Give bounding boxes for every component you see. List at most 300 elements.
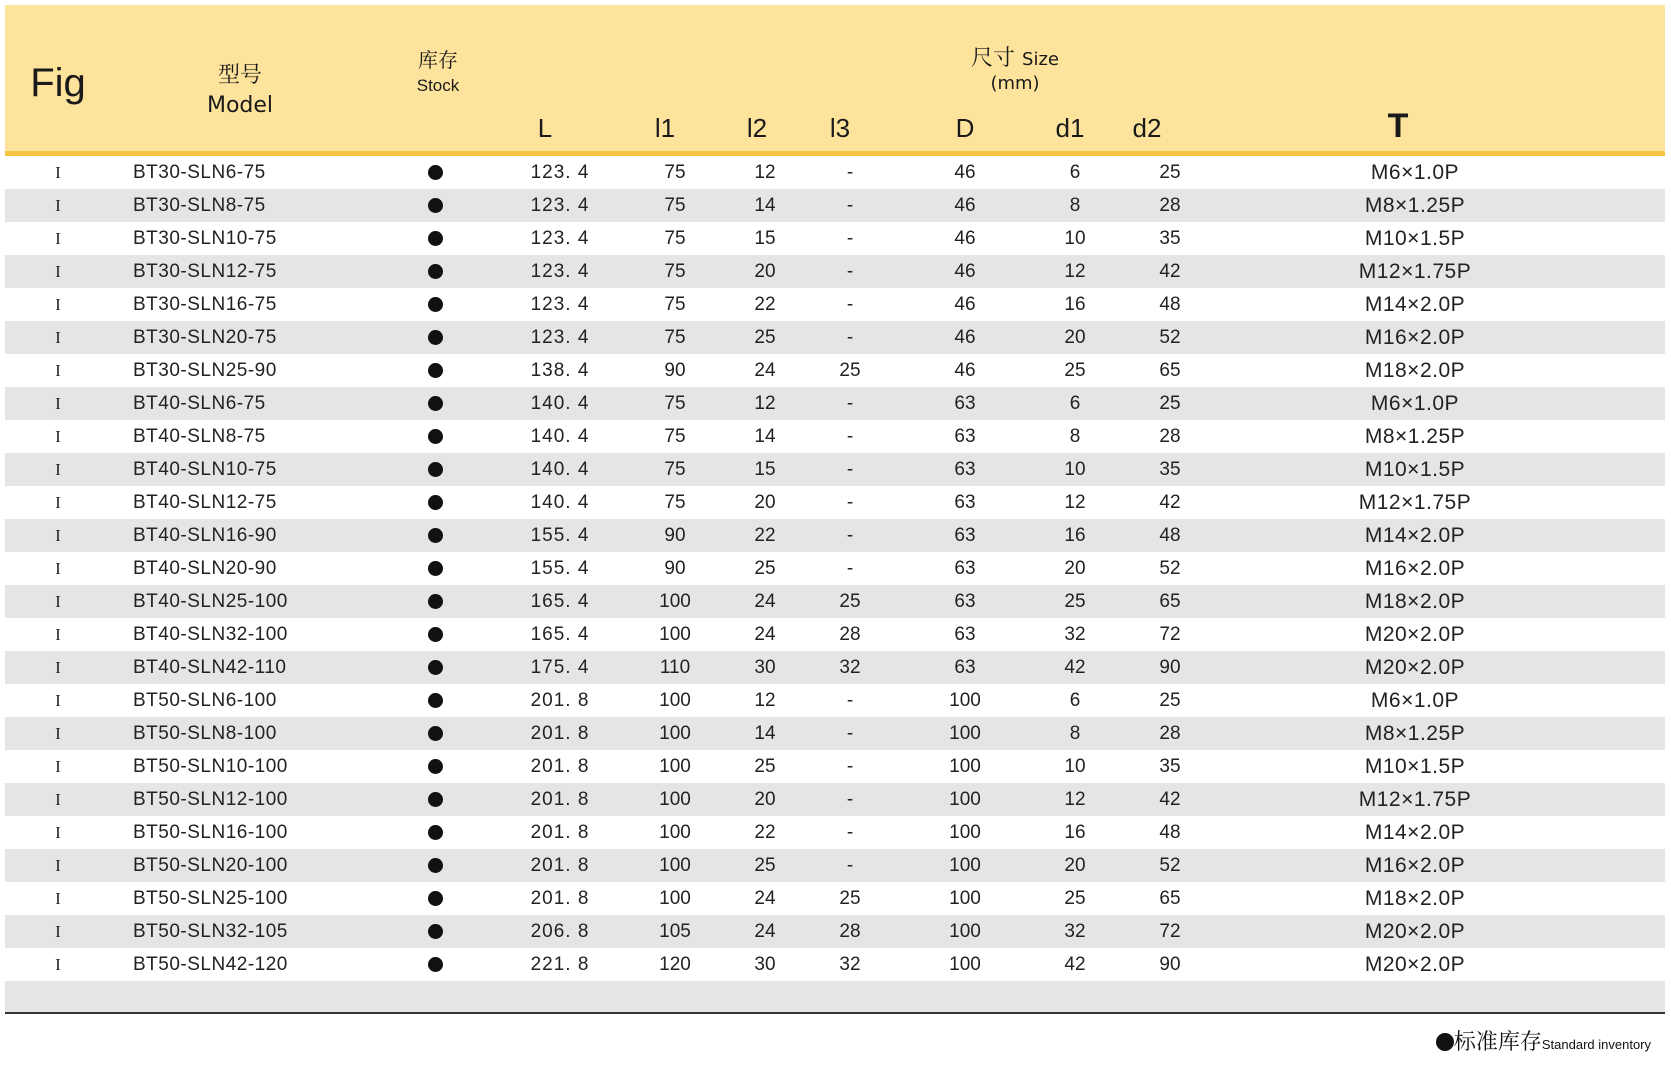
- cell-T: M18×2.0P: [1364, 590, 1466, 613]
- cell-D: 100: [949, 690, 981, 711]
- cell-l1: 90: [664, 558, 686, 579]
- cell-l2: 30: [754, 657, 776, 678]
- cell-model: BT30-SLN16-75: [133, 294, 277, 315]
- cell-model: BT30-SLN10-75: [133, 228, 277, 249]
- cell-fig: I: [55, 361, 61, 380]
- cell-d2: 48: [1159, 525, 1181, 546]
- cell-l1: 75: [664, 426, 686, 447]
- cell-d1: 32: [1064, 921, 1086, 942]
- cell-l1: 100: [659, 690, 691, 711]
- stock-dot-icon: [1436, 1033, 1454, 1051]
- cell-D: 63: [954, 657, 976, 678]
- stock-dot-icon: [428, 693, 443, 708]
- stock-dot-icon: [428, 957, 443, 972]
- cell-l1: 75: [664, 393, 686, 414]
- cell-l2: 24: [754, 888, 776, 909]
- cell-l2: 15: [754, 459, 776, 480]
- cell-stock: [405, 255, 465, 288]
- cell-d2: 35: [1159, 756, 1181, 777]
- stock-dot-icon: [428, 363, 443, 378]
- cell-stock: [405, 453, 465, 486]
- header-col-l1: l1: [654, 113, 676, 143]
- cell-T: M20×2.0P: [1364, 623, 1466, 646]
- stock-dot-icon: [428, 198, 443, 213]
- cell-l1: 75: [664, 195, 686, 216]
- cell-fig: I: [55, 460, 61, 479]
- cell-d2: 52: [1159, 327, 1181, 348]
- table-row: [5, 651, 1665, 684]
- cell-l3: -: [846, 195, 854, 216]
- header-col-l2: l2: [746, 113, 768, 143]
- table-body: [5, 156, 1665, 981]
- cell-fig: I: [55, 592, 61, 611]
- cell-l2: 20: [754, 261, 776, 282]
- cell-model: BT30-SLN12-75: [133, 261, 277, 282]
- cell-T: M12×1.75P: [1358, 788, 1472, 811]
- cell-l3: -: [846, 393, 854, 414]
- cell-d2: 90: [1159, 954, 1181, 975]
- table-row: [5, 189, 1665, 222]
- cell-l1: 75: [664, 294, 686, 315]
- cell-L: 165. 4: [530, 624, 590, 645]
- cell-l3: -: [846, 261, 854, 282]
- cell-stock: [405, 618, 465, 651]
- table-row: [5, 453, 1665, 486]
- cell-model: BT50-SLN6-100: [133, 690, 277, 711]
- header-size-unit: (mm): [990, 73, 1040, 94]
- stock-dot-icon: [428, 495, 443, 510]
- table-header: [5, 5, 1665, 156]
- cell-d2: 25: [1159, 162, 1181, 183]
- cell-fig: I: [55, 328, 61, 347]
- cell-fig: I: [55, 856, 61, 875]
- cell-d2: 42: [1159, 492, 1181, 513]
- table-footer-band: [5, 981, 1665, 1014]
- table-row: [5, 354, 1665, 387]
- cell-L: 123. 4: [530, 327, 590, 348]
- cell-D: 100: [949, 888, 981, 909]
- header-col-d1: d1: [1055, 113, 1085, 143]
- cell-d2: 72: [1159, 624, 1181, 645]
- cell-l3: -: [846, 690, 854, 711]
- stock-dot-icon: [428, 264, 443, 279]
- cell-l3: -: [846, 459, 854, 480]
- cell-stock: [405, 189, 465, 222]
- cell-D: 63: [954, 558, 976, 579]
- stock-dot-icon: [428, 858, 443, 873]
- cell-l2: 24: [754, 591, 776, 612]
- cell-l3: -: [846, 525, 854, 546]
- cell-d2: 35: [1159, 459, 1181, 480]
- cell-stock: [405, 486, 465, 519]
- cell-stock: [405, 915, 465, 948]
- cell-l2: 25: [754, 855, 776, 876]
- cell-fig: I: [55, 658, 61, 677]
- cell-d2: 42: [1159, 261, 1181, 282]
- stock-dot-icon: [428, 759, 443, 774]
- cell-d2: 48: [1159, 294, 1181, 315]
- cell-T: M8×1.25P: [1364, 425, 1466, 448]
- cell-d2: 65: [1159, 360, 1181, 381]
- cell-model: BT40-SLN8-75: [133, 426, 266, 447]
- cell-d1: 10: [1064, 459, 1086, 480]
- cell-model: BT40-SLN20-90: [133, 558, 277, 579]
- cell-T: M18×2.0P: [1364, 887, 1466, 910]
- stock-dot-icon: [428, 561, 443, 576]
- cell-d1: 20: [1064, 855, 1086, 876]
- cell-model: BT40-SLN25-100: [133, 591, 288, 612]
- cell-model: BT40-SLN16-90: [133, 525, 277, 546]
- cell-L: 140. 4: [530, 393, 590, 414]
- cell-d1: 12: [1064, 261, 1086, 282]
- cell-fig: I: [55, 427, 61, 446]
- cell-l2: 14: [754, 426, 776, 447]
- cell-fig: I: [55, 163, 61, 182]
- cell-d2: 28: [1159, 723, 1181, 744]
- cell-l1: 75: [664, 228, 686, 249]
- spec-table: [5, 5, 1665, 1014]
- cell-T: M16×2.0P: [1364, 854, 1466, 877]
- cell-L: 138. 4: [530, 360, 590, 381]
- stock-dot-icon: [428, 297, 443, 312]
- cell-d1: 6: [1069, 393, 1081, 414]
- cell-l2: 20: [754, 789, 776, 810]
- cell-stock: [405, 783, 465, 816]
- cell-D: 100: [949, 855, 981, 876]
- cell-d1: 10: [1064, 228, 1086, 249]
- table-row: [5, 321, 1665, 354]
- cell-T: M20×2.0P: [1364, 953, 1466, 976]
- cell-l3: 28: [839, 624, 861, 645]
- cell-fig: I: [55, 295, 61, 314]
- legend-label-cn: 标准库存: [1453, 1030, 1542, 1055]
- cell-l1: 75: [664, 459, 686, 480]
- cell-D: 46: [954, 228, 976, 249]
- table-row: [5, 519, 1665, 552]
- cell-d2: 25: [1159, 690, 1181, 711]
- cell-l1: 100: [659, 756, 691, 777]
- cell-l3: -: [846, 822, 854, 843]
- cell-D: 100: [949, 789, 981, 810]
- cell-l3: -: [846, 327, 854, 348]
- cell-L: 206. 8: [530, 921, 590, 942]
- cell-l3: 25: [839, 591, 861, 612]
- cell-model: BT40-SLN10-75: [133, 459, 277, 480]
- cell-fig: I: [55, 229, 61, 248]
- cell-T: M10×1.5P: [1364, 458, 1466, 481]
- header-fig: Fig: [30, 61, 86, 105]
- stock-dot-icon: [428, 165, 443, 180]
- cell-model: BT50-SLN25-100: [133, 888, 288, 909]
- stock-dot-icon: [428, 825, 443, 840]
- cell-L: 123. 4: [530, 228, 590, 249]
- cell-d1: 42: [1064, 657, 1086, 678]
- cell-l2: 25: [754, 558, 776, 579]
- cell-l3: -: [846, 756, 854, 777]
- table-row: [5, 948, 1665, 981]
- table-row: [5, 222, 1665, 255]
- cell-T: M16×2.0P: [1364, 557, 1466, 580]
- cell-d1: 16: [1064, 525, 1086, 546]
- cell-l3: -: [846, 228, 854, 249]
- cell-l3: 25: [839, 360, 861, 381]
- cell-l1: 100: [659, 822, 691, 843]
- cell-l3: 25: [839, 888, 861, 909]
- stock-dot-icon: [428, 231, 443, 246]
- cell-stock: [405, 849, 465, 882]
- cell-model: BT50-SLN8-100: [133, 723, 277, 744]
- cell-l3: -: [846, 162, 854, 183]
- cell-L: 175. 4: [530, 657, 590, 678]
- table-row: [5, 486, 1665, 519]
- cell-L: 201. 8: [530, 822, 590, 843]
- cell-l2: 12: [754, 690, 776, 711]
- cell-L: 201. 8: [530, 888, 590, 909]
- cell-d2: 35: [1159, 228, 1181, 249]
- cell-d1: 12: [1064, 789, 1086, 810]
- cell-d1: 10: [1064, 756, 1086, 777]
- cell-T: M8×1.25P: [1364, 194, 1466, 217]
- cell-D: 46: [954, 261, 976, 282]
- cell-l2: 22: [754, 822, 776, 843]
- cell-stock: [405, 717, 465, 750]
- cell-l1: 75: [664, 492, 686, 513]
- cell-fig: I: [55, 262, 61, 281]
- stock-dot-icon: [428, 594, 443, 609]
- cell-d1: 42: [1064, 954, 1086, 975]
- table-row: [5, 387, 1665, 420]
- cell-T: M12×1.75P: [1358, 491, 1472, 514]
- table-row: [5, 915, 1665, 948]
- cell-T: M14×2.0P: [1364, 821, 1466, 844]
- cell-stock: [405, 948, 465, 981]
- cell-fig: I: [55, 196, 61, 215]
- table-row: [5, 684, 1665, 717]
- cell-model: BT50-SLN12-100: [133, 789, 288, 810]
- cell-d1: 25: [1064, 888, 1086, 909]
- cell-d1: 6: [1069, 162, 1081, 183]
- cell-l2: 15: [754, 228, 776, 249]
- table-row: [5, 816, 1665, 849]
- cell-d1: 8: [1069, 426, 1081, 447]
- cell-stock: [405, 321, 465, 354]
- cell-model: BT40-SLN42-110: [133, 657, 287, 678]
- cell-D: 63: [954, 492, 976, 513]
- cell-stock: [405, 552, 465, 585]
- cell-T: M14×2.0P: [1364, 524, 1466, 547]
- cell-T: M20×2.0P: [1364, 656, 1466, 679]
- cell-fig: I: [55, 955, 61, 974]
- table-row: [5, 420, 1665, 453]
- cell-model: BT50-SLN20-100: [133, 855, 288, 876]
- cell-L: 140. 4: [530, 459, 590, 480]
- cell-L: 201. 8: [530, 789, 590, 810]
- cell-L: 140. 4: [530, 492, 590, 513]
- table-row: [5, 882, 1665, 915]
- cell-D: 46: [954, 195, 976, 216]
- legend-label-en: Standard inventory: [1541, 1037, 1651, 1052]
- table-row: [5, 288, 1665, 321]
- table-row: [5, 750, 1665, 783]
- cell-D: 46: [954, 294, 976, 315]
- header-model-en: Model: [206, 93, 274, 118]
- cell-l1: 105: [659, 921, 691, 942]
- stock-dot-icon: [428, 330, 443, 345]
- cell-l1: 120: [659, 954, 691, 975]
- cell-stock: [405, 387, 465, 420]
- cell-L: 155. 4: [530, 525, 590, 546]
- cell-l3: 28: [839, 921, 861, 942]
- stock-dot-icon: [428, 924, 443, 939]
- cell-model: BT30-SLN20-75: [133, 327, 277, 348]
- cell-T: M16×2.0P: [1364, 326, 1466, 349]
- cell-fig: I: [55, 922, 61, 941]
- header-col-l3: l3: [829, 113, 851, 143]
- stock-dot-icon: [428, 528, 443, 543]
- cell-d1: 8: [1069, 195, 1081, 216]
- cell-l3: -: [846, 492, 854, 513]
- cell-T: M18×2.0P: [1364, 359, 1466, 382]
- cell-D: 100: [949, 723, 981, 744]
- table-row: [5, 156, 1665, 189]
- cell-d1: 25: [1064, 591, 1086, 612]
- cell-L: 123. 4: [530, 162, 590, 183]
- table-row: [5, 783, 1665, 816]
- header-model-cn: 型号: [217, 63, 262, 88]
- cell-D: 100: [949, 921, 981, 942]
- stock-dot-icon: [428, 660, 443, 675]
- header-size: [885, 47, 1145, 96]
- cell-L: 140. 4: [530, 426, 590, 447]
- cell-l1: 90: [664, 525, 686, 546]
- cell-stock: [405, 222, 465, 255]
- cell-D: 63: [954, 426, 976, 447]
- stock-dot-icon: [428, 462, 443, 477]
- cell-L: 155. 4: [530, 558, 590, 579]
- cell-l2: 12: [754, 162, 776, 183]
- cell-stock: [405, 651, 465, 684]
- cell-model: BT40-SLN6-75: [133, 393, 266, 414]
- cell-d2: 28: [1159, 195, 1181, 216]
- cell-D: 100: [949, 822, 981, 843]
- stock-dot-icon: [428, 792, 443, 807]
- cell-D: 46: [954, 360, 976, 381]
- cell-model: BT50-SLN32-105: [133, 921, 288, 942]
- cell-fig: I: [55, 526, 61, 545]
- table-row: [5, 585, 1665, 618]
- cell-d2: 52: [1159, 558, 1181, 579]
- cell-l2: 14: [754, 195, 776, 216]
- cell-T: M10×1.5P: [1364, 755, 1466, 778]
- cell-model: BT30-SLN8-75: [133, 195, 266, 216]
- cell-T: M8×1.25P: [1364, 722, 1466, 745]
- cell-d1: 6: [1069, 690, 1081, 711]
- cell-d1: 16: [1064, 822, 1086, 843]
- cell-D: 63: [954, 525, 976, 546]
- cell-l2: 30: [754, 954, 776, 975]
- cell-model: BT30-SLN6-75: [133, 162, 266, 183]
- cell-fig: I: [55, 790, 61, 809]
- cell-d1: 20: [1064, 558, 1086, 579]
- header-stock: [383, 47, 493, 99]
- cell-l2: 22: [754, 294, 776, 315]
- cell-D: 100: [949, 756, 981, 777]
- cell-l1: 75: [664, 261, 686, 282]
- cell-T: M14×2.0P: [1364, 293, 1466, 316]
- cell-model: BT40-SLN32-100: [133, 624, 288, 645]
- cell-fig: I: [55, 493, 61, 512]
- cell-l2: 12: [754, 393, 776, 414]
- table-row: [5, 717, 1665, 750]
- cell-fig: I: [55, 757, 61, 776]
- cell-D: 63: [954, 459, 976, 480]
- cell-fig: I: [55, 889, 61, 908]
- stock-dot-icon: [428, 396, 443, 411]
- table-row: [5, 849, 1665, 882]
- cell-l3: 32: [839, 954, 861, 975]
- cell-stock: [405, 750, 465, 783]
- cell-d2: 42: [1159, 789, 1181, 810]
- stock-dot-icon: [428, 891, 443, 906]
- cell-D: 46: [954, 327, 976, 348]
- cell-L: 201. 8: [530, 723, 590, 744]
- cell-fig: I: [55, 394, 61, 413]
- cell-L: 201. 8: [530, 855, 590, 876]
- table-row: [5, 552, 1665, 585]
- cell-stock: [405, 420, 465, 453]
- cell-T: M6×1.0P: [1370, 161, 1460, 184]
- cell-model: BT50-SLN42-120: [133, 954, 288, 975]
- cell-l1: 100: [659, 591, 691, 612]
- cell-l2: 20: [754, 492, 776, 513]
- cell-T: M6×1.0P: [1370, 392, 1460, 415]
- cell-stock: [405, 354, 465, 387]
- cell-l1: 110: [659, 657, 691, 678]
- cell-d2: 65: [1159, 888, 1181, 909]
- cell-model: BT30-SLN25-90: [133, 360, 277, 381]
- header-stock-en: Stock: [416, 76, 460, 95]
- table-row: [5, 618, 1665, 651]
- header-stock-cn: 库存: [418, 48, 458, 72]
- cell-model: BT50-SLN16-100: [133, 822, 288, 843]
- cell-stock: [405, 585, 465, 618]
- header-col-T: T: [1387, 107, 1409, 145]
- cell-fig: I: [55, 724, 61, 743]
- cell-L: 165. 4: [530, 591, 590, 612]
- header-model: [165, 61, 315, 121]
- header-size-cn: 尺寸: [971, 46, 1016, 71]
- table-row: [5, 255, 1665, 288]
- cell-l2: 24: [754, 624, 776, 645]
- cell-fig: I: [55, 625, 61, 644]
- cell-l3: -: [846, 294, 854, 315]
- cell-stock: [405, 684, 465, 717]
- cell-l3: 32: [839, 657, 861, 678]
- cell-l1: 75: [664, 162, 686, 183]
- cell-l2: 24: [754, 360, 776, 381]
- cell-D: 100: [949, 954, 981, 975]
- cell-T: M10×1.5P: [1364, 227, 1466, 250]
- cell-D: 63: [954, 624, 976, 645]
- cell-model: BT40-SLN12-75: [133, 492, 277, 513]
- cell-l1: 100: [659, 888, 691, 909]
- cell-T: M20×2.0P: [1364, 920, 1466, 943]
- cell-d1: 32: [1064, 624, 1086, 645]
- cell-L: 123. 4: [530, 294, 590, 315]
- cell-d2: 90: [1159, 657, 1181, 678]
- cell-l2: 25: [754, 327, 776, 348]
- cell-stock: [405, 816, 465, 849]
